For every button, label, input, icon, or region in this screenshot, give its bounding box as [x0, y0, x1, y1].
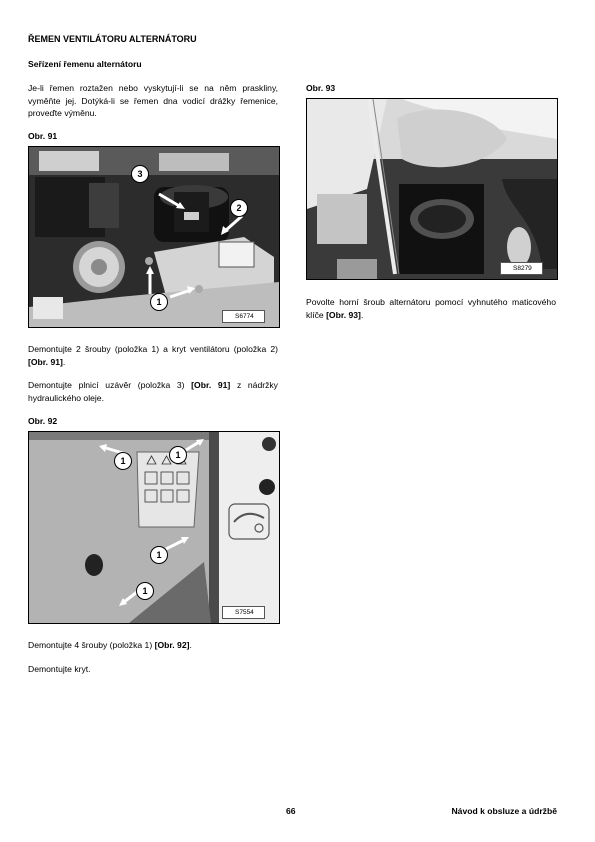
figure-label-93: Obr. 93 — [306, 83, 336, 93]
callout-3: 3 — [131, 165, 149, 183]
figure-92-image — [28, 431, 280, 624]
step-remove-filler-cap: Demontujte plnicí uzávěr (položka 3) [Obr. 91] z nádržky hydraulického oleje. — [28, 380, 278, 403]
callout-1: 1 — [150, 546, 168, 564]
figure-code-92: S7554 — [222, 606, 265, 619]
step-loosen-alternator-bolt: Povolte horní šroub alternátoru pomocí vyhnutého maticového klíče [Obr. 93]. — [306, 297, 556, 320]
section-title: ŘEMEN VENTILÁTORU ALTERNÁTORU — [28, 34, 197, 44]
page-number: 66 — [286, 806, 296, 816]
figure-code-91: S6774 — [222, 310, 265, 323]
subsection-title: Seřízení řemenu alternátoru — [28, 59, 142, 69]
step-remove-cover: Demontujte kryt. — [28, 664, 91, 674]
figure-label-91: Obr. 91 — [28, 131, 58, 141]
figure-label-92: Obr. 92 — [28, 416, 58, 426]
step-remove-screws: Demontujte 4 šrouby (položka 1) [Obr. 92]. — [28, 640, 192, 650]
manual-title: Návod k obsluze a údržbě — [451, 806, 557, 816]
callout-1: 1 — [114, 452, 132, 470]
intro-paragraph: Je-li řemen roztažen nebo vyskytují-li se na něm praskliny, vyměňte jej. Dotýká-li se řemen dna vodicí drážky řemenice, proveďte výměnu. — [28, 83, 278, 119]
figure-93-image — [306, 98, 558, 280]
step-remove-fan-cover: Demontujte 2 šrouby (položka 1) a kryt ventilátoru (položka 2) [Obr. 91]. — [28, 344, 278, 367]
callout-2: 2 — [230, 199, 248, 217]
callout-1: 1 — [136, 582, 154, 600]
figure-91-image — [28, 146, 280, 328]
figure-code-93: S8279 — [500, 262, 543, 275]
callout-1: 1 — [169, 446, 187, 464]
callout-1: 1 — [150, 293, 168, 311]
